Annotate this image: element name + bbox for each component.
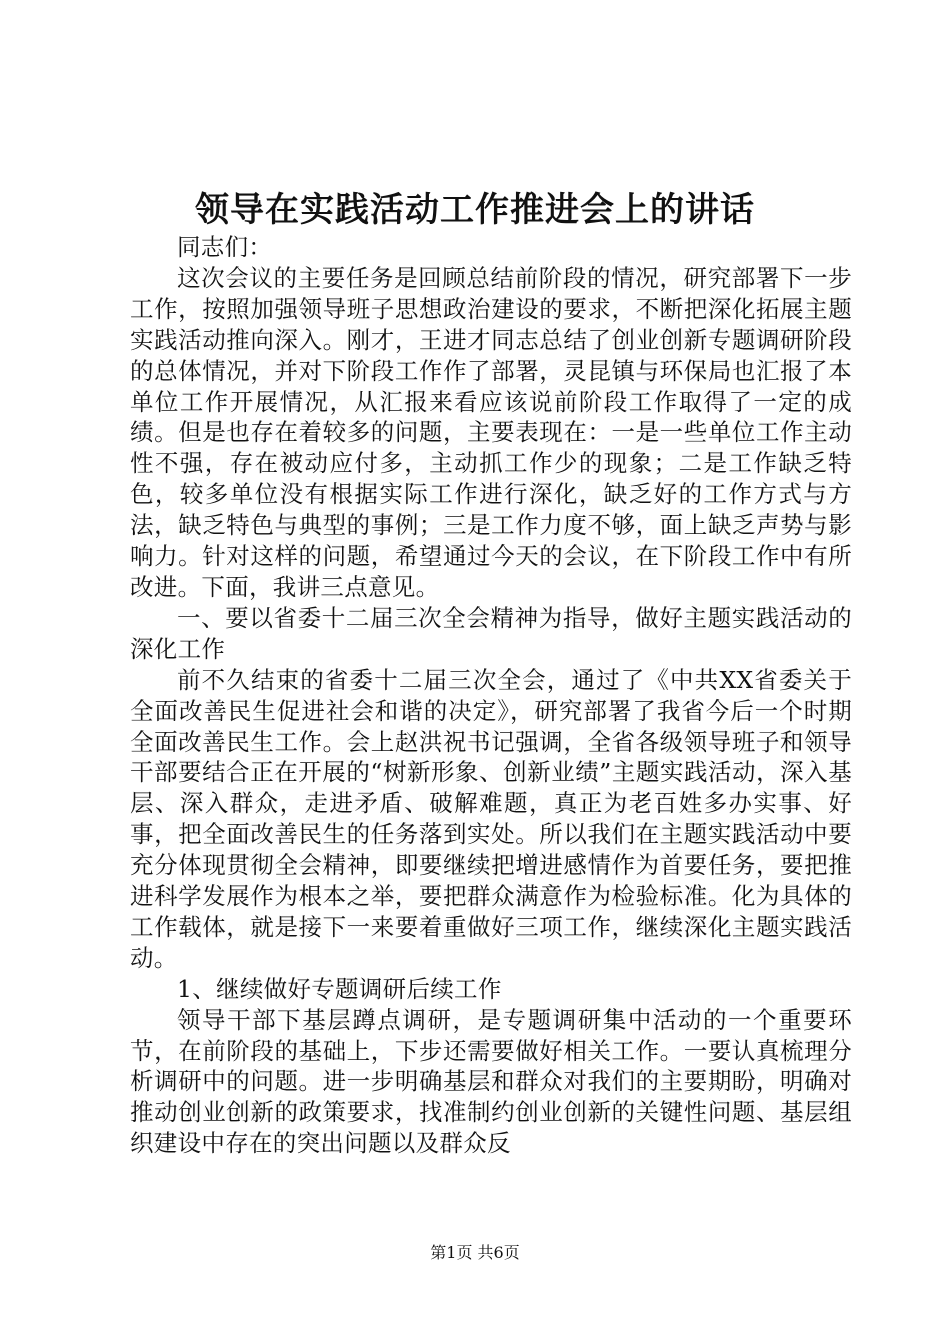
document-title: 领导在实践活动工作推进会上的讲话 bbox=[195, 190, 755, 230]
page-footer: 第1页 共6页 bbox=[430, 1243, 520, 1262]
body-paragraph: 前不久结束的省委十二届三次全会，通过了《中共XX省委关于全面改善民生促进社会和谐的决定》，研究部署了我省今后一个时期全面改善民生工作。会上赵洪祝书记强调，全省各级领导班子和领导干部要结合正在开展的“树新形象、创新业绩”主题实践活动，深入基层、深入群众，走进矛盾、破解难题，真正为老百姓多办实事、好事，把全面改善民生的任务落到实处。所以我们在主题实践活动中要充分体现贯彻全会精神，即要继续把增进感情作为首要任务，要把推进科学发展作为根本之举，要把群众满意作为检验标准。化为具体的工作载体，就是接下一来要着重做好三项工作，继续深化主题实践活动。 bbox=[130, 665, 852, 972]
document-body bbox=[130, 232, 852, 1159]
salutation: 同志们： bbox=[177, 233, 273, 261]
subsection-heading: 1、继续做好专题调研后续工作 bbox=[177, 974, 502, 1003]
section-heading: 一、要以省委十二届三次全会精神为指导，做好主题实践活动的深化工作 bbox=[130, 603, 852, 663]
body-paragraph: 这次会议的主要任务是回顾总结前阶段的情况，研究部署下一步工作，按照加强领导班子思想政治建设的要求，不断把深化拓展主题实践活动推向深入。刚才，王进才同志总结了创业创新专题调研阶段的总体情况，并对下阶段工作作了部署，灵昆镇与环保局也汇报了本单位工作开展情况，从汇报来看应该说前阶段工作取得了一定的成绩。但是也存在着较多的问题，主要表现在：一是一些单位工作主动性不强，存在被动应付多，主动抓工作少的现象；二是工作缺乏特色，较多单位没有根据实际工作进行深化，缺乏好的工作方式与方法，缺乏特色与典型的事例；三是工作力度不够，面上缺乏声势与影响力。针对这样的问题，希望通过今天的会议，在下阶段工作中有所改进。下面，我讲三点意见。 bbox=[130, 263, 852, 601]
body-paragraph: 领导干部下基层蹲点调研，是专题调研集中活动的一个重要环节，在前阶段的基础上，下步还需要做好相关工作。一要认真梳理分析调研中的问题。进一步明确基层和群众对我们的主要期盼，明确对推动创业创新的政策要求，找准制约创业创新的关键性问题、基层组织建设中存在的突出问题以及群众反 bbox=[130, 1005, 852, 1158]
